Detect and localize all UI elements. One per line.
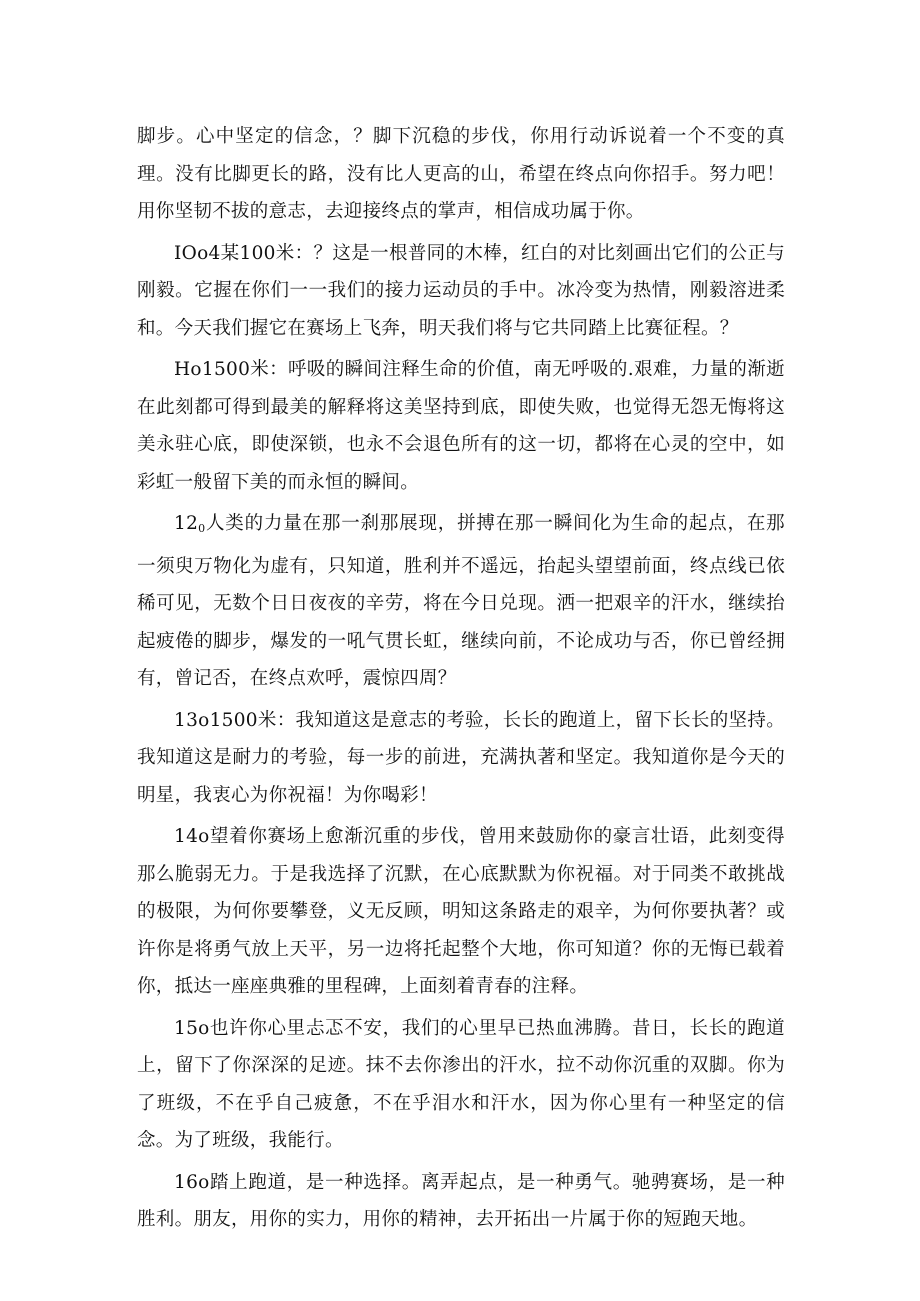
paragraph-number bbox=[174, 513, 205, 534]
paragraph-14: 14o望着你赛场上愈渐沉重的步伐，曾用来鼓励你的豪言壮语，此刻变得那么脆弱无力。于是我选择了沉默，在心底默默为你祝福。对于同类不敢挑战的极限，为何你要攀登，义无反顾，明知这条路走的艰辛，为何你要执著？或许你是将勇气放上天平，另一边将托起整个大地，你可知道？你的无悔已载着你，抵达一座座典雅的里程碑，上面刻着青春的注释。 bbox=[137, 826, 785, 997]
paragraph-number-main: 12 bbox=[174, 513, 199, 534]
paragraph-12 bbox=[137, 505, 785, 698]
paragraph-continuation: 脚步。心中坚定的信念，？脚下沉稳的步伐，你用行动诉说着一个不变的真理。没有比脚更长的路，没有比人更高的山，希望在终点向你招手。努力吧！用你坚韧不拔的意志，去迎接终点的掌声，相信成功属于你。 bbox=[137, 126, 785, 222]
paragraph-13: 13o1500米：我知道这是意志的考验，长长的跑道上，留下长长的坚持。我知道这是耐力的考验，每一步的前进，充满执著和坚定。我知道你是今天的明星，我衷心为你祝福！为你喝彩！ bbox=[137, 709, 785, 806]
document-body bbox=[137, 118, 785, 1239]
paragraph-15: 15o也许你心里忐忑不安，我们的心里早已热血沸腾。昔日，长长的跑道上，留下了你深深的足迹。抹不去你渗出的汗水，拉不动你沉重的双脚。你为了班级，不在乎自己疲惫，不在乎泪水和汗水，因为你心里有一种坚定的信念。为了班级，我能行。 bbox=[137, 1017, 785, 1151]
paragraph-11: Ho1500米：呼吸的瞬间注释生命的价值，南无呼吸的.艰难，力量的渐逝在此刻都可得到最美的解释将这美坚持到底，即使失败，也觉得无怨无悔将这美永驻心底，即使深锁，也永不会退色所有的这一切，都将在心灵的空中，如彩虹一般留下美的而永恒的瞬间。 bbox=[137, 359, 785, 493]
paragraph-number-sub: 0 bbox=[198, 522, 206, 535]
paragraph-16: 16o踏上跑道，是一种选择。离弄起点，是一种勇气。驰骋赛场，是一种胜利。朋友，用你的实力，用你的精神，去开拓出一片属于你的短跑天地。 bbox=[137, 1171, 785, 1230]
paragraph-text: 人类的力量在那一刹那展现，拼搏在那一瞬间化为生命的起点，在那一须臾万物化为虚有，只知道，胜利并不遥远，抬起头望望前面，终点线已依稀可见，无数个日日夜夜的辛劳，将在今日兑现。洒一把艰辛的汗水，继续抬起疲倦的脚步，爆发的一吼气贯长虹，继续向前，不论成功与否，你已曾经拥有，曾记否，在终点欢呼，震惊四周？ bbox=[137, 513, 785, 689]
paragraph-10: IOo4某100米：？这是一根普同的木棒，红白的对比刻画出它们的公正与刚毅。它握在你们一一我们的接力运动员的手中。冰冷变为热情，刚毅溶进柔和。今天我们握它在赛场上飞奔，明天我们将与它共同踏上比赛征程。？ bbox=[137, 242, 785, 339]
